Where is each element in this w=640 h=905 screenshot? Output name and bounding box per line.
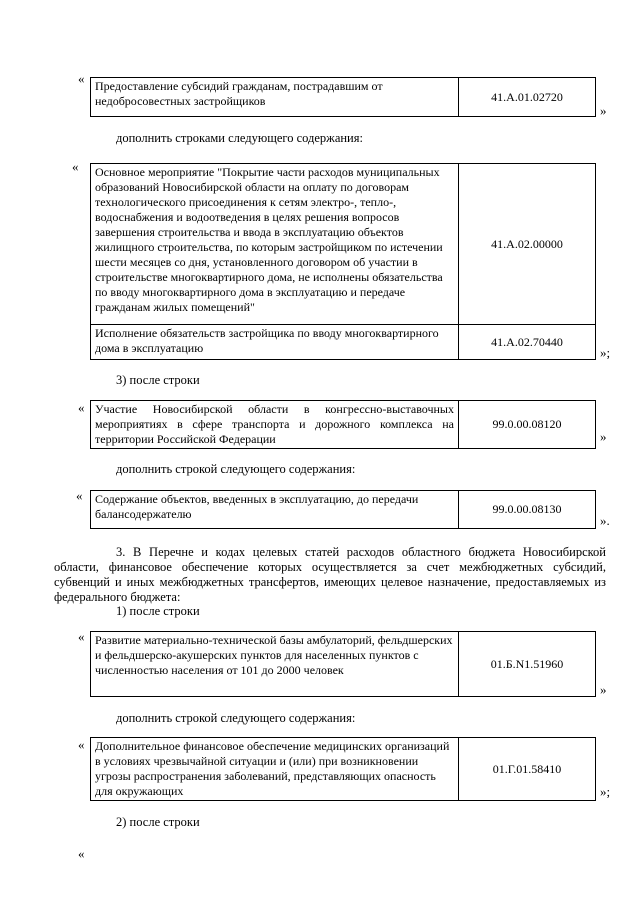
target-article-code: 41.А.01.02720 [491, 89, 563, 104]
closing-quote: ». [600, 513, 610, 528]
target-article-code: 41.А.02.00000 [491, 236, 563, 251]
target-article-code: 01.Г.01.58410 [492, 761, 562, 776]
paragraph: 2) после строки [116, 815, 200, 829]
opening-quote: « [78, 400, 85, 415]
section-paragraph: 3. В Перечне и кодах целевых статей расходов областного бюджета Новосибирской области, финансовое обеспечение которых осуществляется за счет межбюджетных субсидий, субвенций и иных межбюджетных трансфертов, имеющих целевое назначение, предоставляемых из федерального бюджета: [54, 545, 606, 604]
target-article-name: Участие Новосибирской области в конгрессно-выставочных мероприятиях в сфере транспорта и дорожного комплекса на территории Российской Федерации [91, 401, 459, 448]
target-article-name: Исполнение обязательств застройщика по вводу многоквартирного дома в эксплуатацию [91, 325, 459, 359]
table-row [91, 164, 595, 324]
table-row [91, 324, 595, 359]
paragraph: дополнить строкой следующего содержания: [116, 711, 356, 725]
target-article-code: 99.0.00.08130 [492, 502, 562, 516]
closing-quote: » [600, 429, 607, 444]
opening-quote: « [78, 846, 85, 861]
opening-quote: « [78, 737, 85, 752]
paragraph: 3) после строки [116, 373, 200, 387]
table-row [90, 737, 596, 801]
opening-quote: « [78, 629, 85, 644]
target-article-code: 41.А.02.70440 [491, 334, 563, 349]
target-article-name: Содержание объектов, введенных в эксплуатацию, до передачи балансодержателю [91, 491, 459, 528]
target-article-code: 99.0.00.08120 [492, 417, 562, 431]
target-article-name: Дополнительное финансовое обеспечение медицинских организаций в условиях чрезвычайной ситуации и (или) при возникновении угрозы распространения заболеваний, представляющих опасность для окружающих [91, 738, 459, 800]
closing-quote: »; [600, 345, 611, 360]
table-row [90, 400, 596, 449]
paragraph: дополнить строками следующего содержания: [116, 131, 363, 145]
opening-quote: « [78, 71, 85, 86]
closing-quote: »; [600, 784, 611, 799]
closing-quote: » [600, 682, 607, 697]
target-article-name: Основное мероприятие "Покрытие части расходов муниципальных образований Новосибирской области на оплату по договорам технологического присоединения к сетям электро-, тепло-, водоснабжения и водоотведения в целях решения вопросов завершения строительства и ввода в эксплуатацию объектов жилищного строительства, по которым застройщиком по истечении шести месяцев со дня, установленного договором об участии в строительстве многоквартирного дома, не исполнены обязательства по вводу многоквартирного дома в эксплуатацию и передаче гражданам жилых помещений" [91, 164, 459, 324]
paragraph: 1) после строки [116, 604, 200, 618]
opening-quote: « [72, 159, 79, 174]
target-article-name: Развитие материально-технической базы амбулаторий, фельдшерских и фельдшерско-акушерских пунктов для населенных пунктов с численностью населения от 101 до 2000 человек [91, 632, 459, 696]
table-row [90, 631, 596, 697]
closing-quote: » [600, 103, 607, 118]
paragraph: дополнить строкой следующего содержания: [116, 462, 356, 476]
table-row [90, 77, 596, 117]
target-article-code: 01.Б.N1.51960 [490, 656, 564, 671]
table [90, 163, 596, 360]
target-article-name: Предоставление субсидий гражданам, пострадавшим от недобросовестных застройщиков [91, 78, 459, 116]
table-row [90, 490, 596, 529]
opening-quote: « [76, 488, 83, 503]
